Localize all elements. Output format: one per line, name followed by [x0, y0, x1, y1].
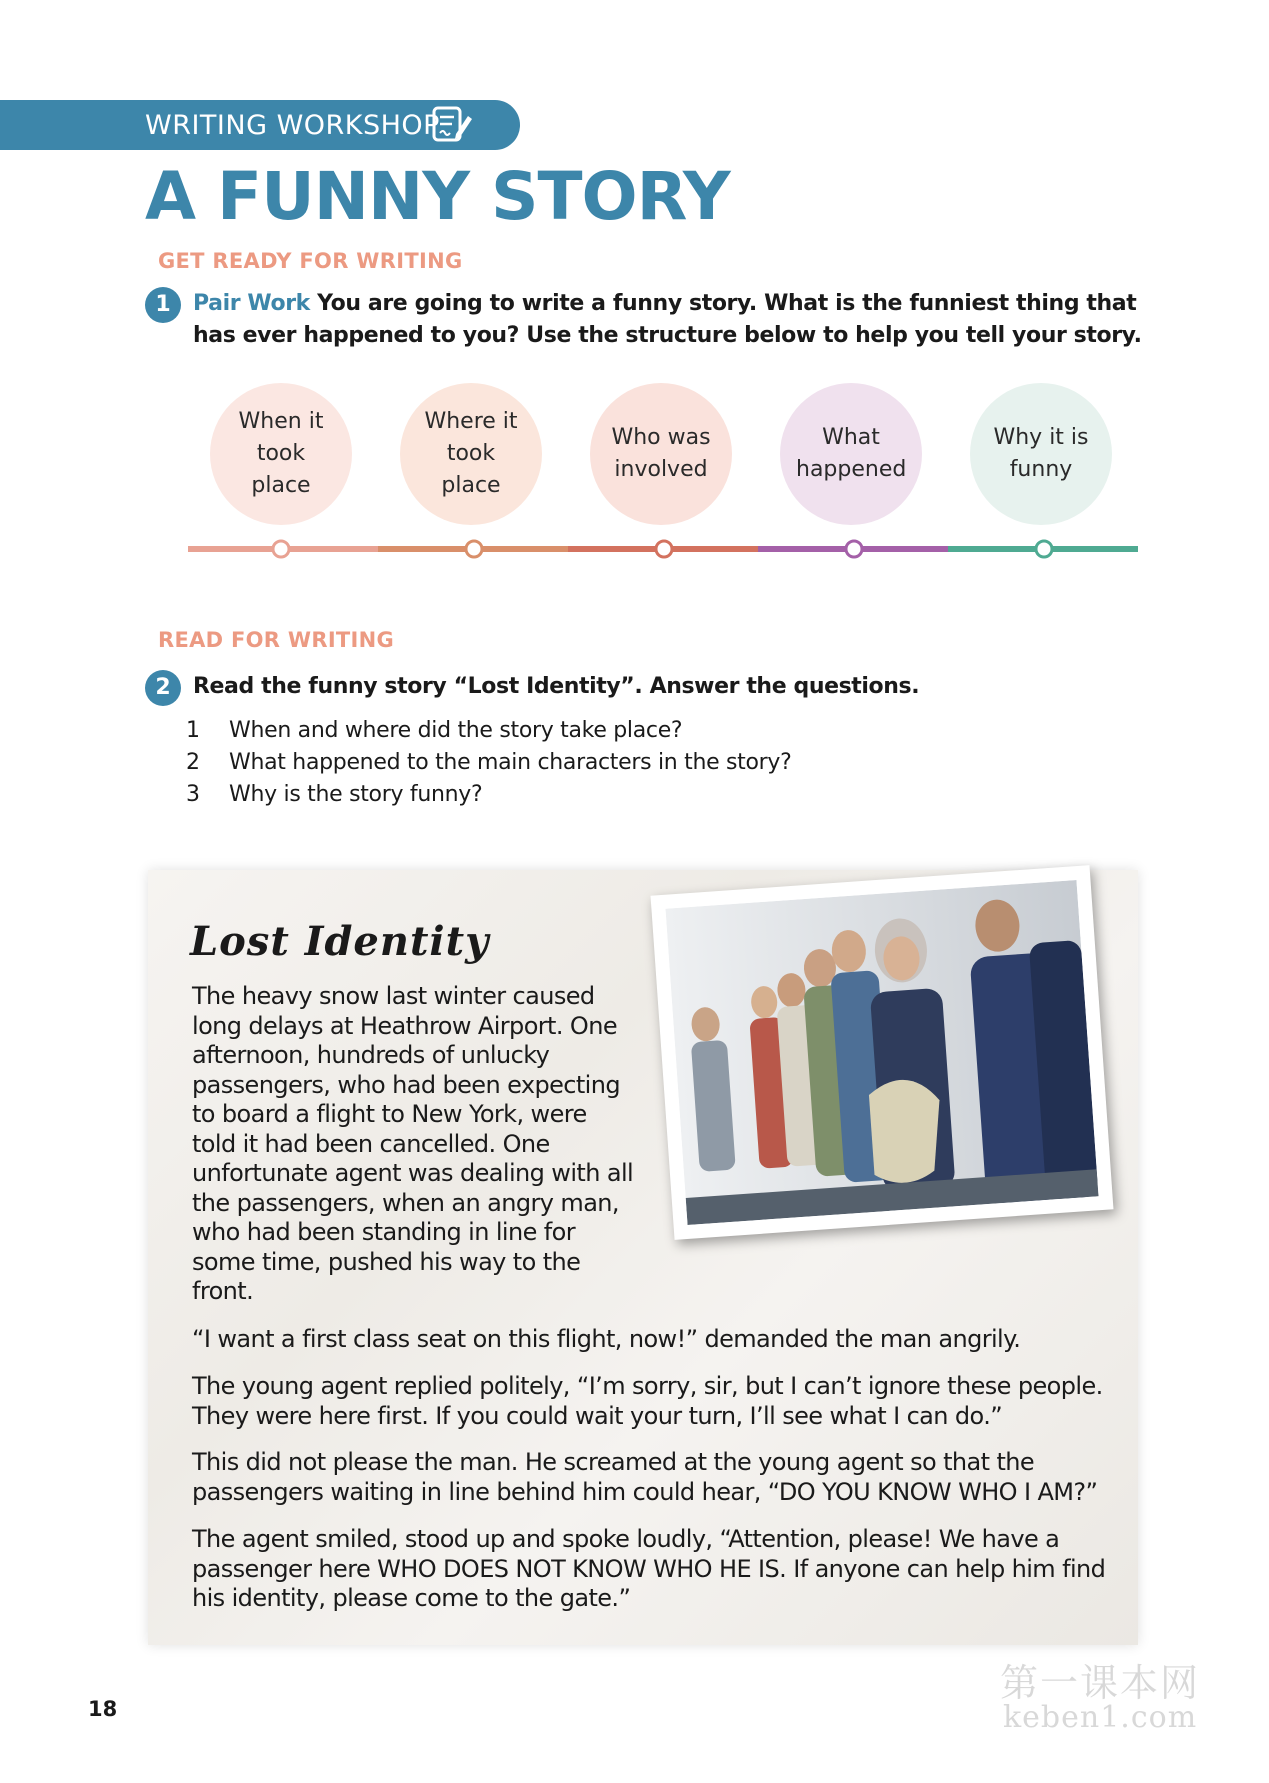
step-bubble-who [590, 383, 732, 525]
page-number: 18 [88, 1697, 118, 1721]
story-paragraph-1: The heavy snow last winter caused long delays at Heathrow Airport. One afternoon, hundreds of unlucky passengers, who had been expecting to board a flight to New York, were told it had been cancelled. One unfortunate agent was dealing with all the passengers, when an angry man, who had been standing in line for some time, pushed his way to the front. [192, 982, 634, 1305]
timeline-node-4 [846, 541, 862, 557]
list-item [186, 779, 792, 811]
step-bubble-why [970, 383, 1112, 525]
story-structure-timeline [188, 538, 1138, 560]
question-number: 2 [186, 750, 200, 775]
question-text: Why is the story funny? [229, 782, 483, 807]
queue-of-passengers-photo [651, 865, 1114, 1240]
timeline-node-1 [273, 541, 289, 557]
story-paragraph-2: “I want a first class seat on this flight, now!” demanded the man angrily. [192, 1325, 1021, 1353]
exercise-1-instruction [193, 288, 1143, 352]
question-number: 1 [186, 718, 200, 743]
question-number: 3 [186, 782, 200, 807]
story-paragraph-5: The agent smiled, stood up and spoke loudly, “Attention, please! We have a passenger here WHO DOES NOT KNOW WHO HE IS. If anyone can help him find his identity, please come to the gate.” [192, 1525, 1106, 1612]
question-list [186, 715, 792, 811]
exercise-2-instruction: Read the funny story “Lost Identity”. Answer the questions. [193, 674, 920, 699]
story-title: Lost Identity [190, 918, 490, 965]
section-heading-read-for: READ FOR WRITING [158, 628, 395, 652]
writing-pad-icon [430, 104, 474, 146]
list-item [186, 715, 792, 747]
timeline-node-2 [466, 541, 482, 557]
step-bubble-what [780, 383, 922, 525]
story-paragraph-3: The young agent replied politely, “I’m sorry, sir, but I can’t ignore these people. They were here first. If you could wait your turn, I’ll see what I can do.” [192, 1372, 1103, 1430]
step-bubble-where [400, 383, 542, 525]
exercise-number-1: 1 [145, 287, 181, 323]
exercise-1-text: You are going to write a funny story. What is the funniest thing that has ever happened to you? Use the structure below to help you tell your story. [193, 291, 1142, 348]
step-bubble-when [210, 383, 352, 525]
exercise-number-2: 2 [145, 670, 181, 706]
step-label: Why it is funny [993, 425, 1089, 482]
watermark-cn: 第一课本网 [1000, 1661, 1201, 1705]
story-paragraph-4: This did not please the man. He screamed at the young agent so that the passengers waiting in line behind him could hear, “DO YOU KNOW WHO I AM?” [192, 1448, 1098, 1506]
section-banner [0, 100, 520, 150]
watermark-en: keben1.com [1003, 1700, 1198, 1735]
step-label: Who was involved [611, 425, 711, 482]
timeline-node-5 [1036, 541, 1052, 557]
section-heading-get-ready: GET READY FOR WRITING [158, 249, 463, 273]
step-label: When it took place [238, 409, 324, 498]
question-text: What happened to the main characters in the story? [229, 750, 792, 775]
banner-label: WRITING WORKSHOP [145, 110, 440, 141]
question-text: When and where did the story take place? [229, 718, 683, 743]
step-label: Where it took place [424, 409, 518, 498]
pair-work-label: Pair Work [193, 291, 310, 316]
page-title: A FUNNY STORY [145, 158, 730, 235]
photo-illustration [665, 880, 1098, 1225]
timeline-node-3 [656, 541, 672, 557]
list-item [186, 747, 792, 779]
step-label: What happened [796, 425, 907, 482]
